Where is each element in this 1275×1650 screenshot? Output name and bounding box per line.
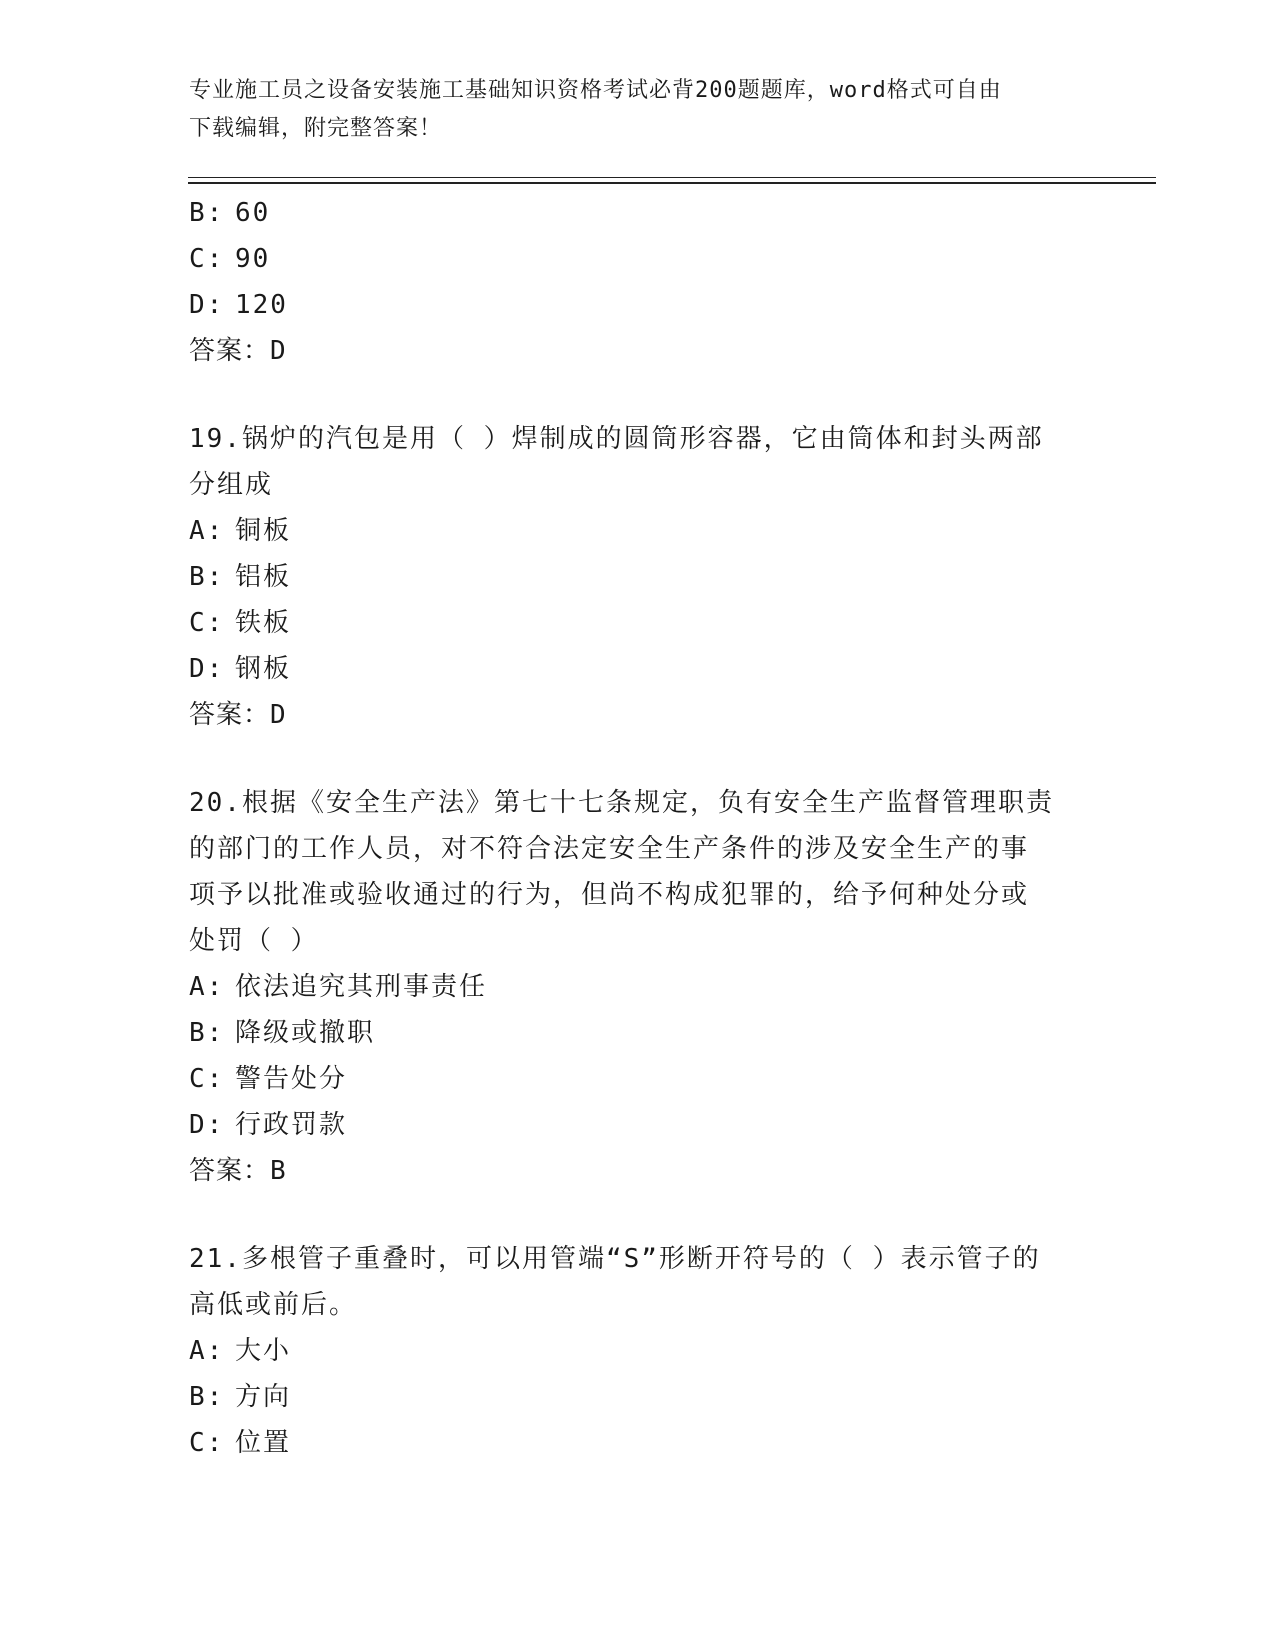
option-label: B: xyxy=(189,1382,225,1412)
header-line-1: 专业施工员之设备安装施工基础知识资格考试必背200题题库，word格式可自由 xyxy=(189,78,1002,103)
question-20 xyxy=(189,780,1089,1194)
option-text: 位置 xyxy=(235,1428,292,1458)
option-label: C: xyxy=(189,608,225,638)
option-label: B: xyxy=(189,198,225,228)
option-c xyxy=(189,236,1089,282)
option-text: 120 xyxy=(235,290,288,320)
option-a xyxy=(189,1328,1089,1374)
option-label: B: xyxy=(189,562,225,592)
option-label: D: xyxy=(189,290,225,320)
question-stem-line: 项予以批准或验收通过的行为，但尚不构成犯罪的，给予何种处分或 xyxy=(189,880,1030,910)
option-b xyxy=(189,554,1089,600)
question-stem-line: 19.锅炉的汽包是用（ ）焊制成的圆筒形容器，它由筒体和封头两部 xyxy=(189,424,1044,454)
option-label: D: xyxy=(189,654,225,684)
option-text: 铝板 xyxy=(235,562,292,592)
option-text: 90 xyxy=(235,244,271,274)
option-label: A: xyxy=(189,1336,225,1366)
answer: 答案：B xyxy=(189,1156,287,1186)
answer: 答案：D xyxy=(189,700,287,730)
option-text: 大小 xyxy=(235,1336,292,1366)
option-c xyxy=(189,600,1089,646)
option-label: D: xyxy=(189,1110,225,1140)
option-b xyxy=(189,1374,1089,1420)
option-label: A: xyxy=(189,516,225,546)
option-text: 铜板 xyxy=(235,516,292,546)
header-rule-thick xyxy=(188,182,1156,184)
option-b xyxy=(189,190,1089,236)
question-stem-line: 的部门的工作人员，对不符合法定安全生产条件的涉及安全生产的事 xyxy=(189,834,1030,864)
option-text: 60 xyxy=(235,198,271,228)
answer: 答案：D xyxy=(189,336,287,366)
option-label: C: xyxy=(189,1428,225,1458)
option-text: 方向 xyxy=(235,1382,292,1412)
option-d xyxy=(189,282,1089,328)
option-c xyxy=(189,1420,1089,1466)
option-d xyxy=(189,646,1089,692)
question-stem-line: 高低或前后。 xyxy=(189,1290,358,1320)
question-stem-line: 处罚（ ） xyxy=(189,926,319,956)
question-19 xyxy=(189,416,1089,738)
option-a xyxy=(189,508,1089,554)
question-stem-line: 21.多根管子重叠时，可以用管端“S”形断开符号的（ ）表示管子的 xyxy=(189,1244,1041,1274)
option-b xyxy=(189,1010,1089,1056)
option-a xyxy=(189,964,1089,1010)
prev-question xyxy=(189,190,1089,374)
option-c xyxy=(189,1056,1089,1102)
question-list xyxy=(189,190,1089,1466)
option-label: C: xyxy=(189,1064,225,1094)
option-label: C: xyxy=(189,244,225,274)
question-stem-line: 20.根据《安全生产法》第七十七条规定，负有安全生产监督管理职责 xyxy=(189,788,1054,818)
header-rule-thin xyxy=(188,177,1156,178)
option-text: 铁板 xyxy=(235,608,292,638)
option-text: 行政罚款 xyxy=(235,1110,348,1140)
option-label: B: xyxy=(189,1018,225,1048)
option-d xyxy=(189,1102,1089,1148)
header-line-2: 下载编辑，附完整答案！ xyxy=(189,116,443,141)
question-21 xyxy=(189,1236,1089,1466)
option-text: 警告处分 xyxy=(235,1064,348,1094)
option-text: 依法追究其刑事责任 xyxy=(235,972,488,1002)
question-stem-line: 分组成 xyxy=(189,470,274,500)
option-label: A: xyxy=(189,972,225,1002)
document-header xyxy=(189,72,1089,148)
option-text: 钢板 xyxy=(235,654,292,684)
option-text: 降级或撤职 xyxy=(235,1018,376,1048)
